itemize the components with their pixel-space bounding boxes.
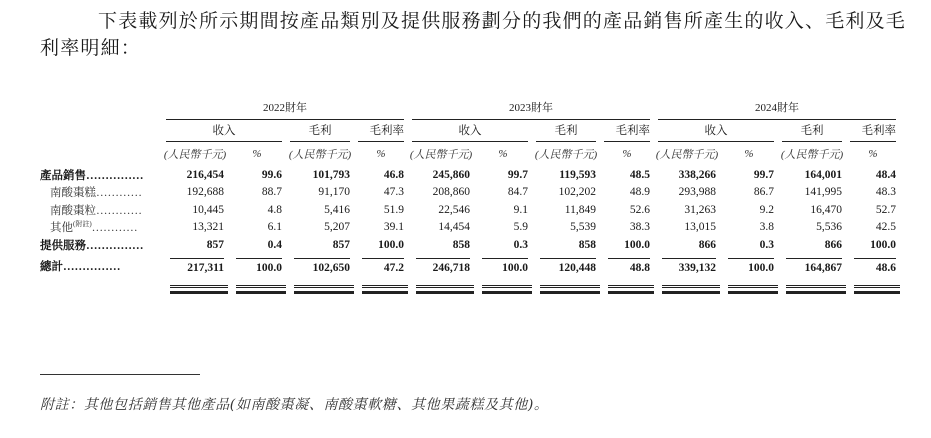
double-underline xyxy=(354,283,408,297)
table-cell: 293,988 xyxy=(678,186,716,199)
unit-rmb: (人民幣千元) xyxy=(288,149,352,161)
total-cell: 120,448 xyxy=(532,254,600,283)
revenue-breakdown-table xyxy=(40,99,900,297)
table-cell: 99.6 xyxy=(261,168,282,181)
unit-rmb: (人民幣千元) xyxy=(780,149,844,161)
table-cell: 100.0 xyxy=(624,238,650,251)
table-cell: 208,860 xyxy=(432,186,470,199)
year-2023-header: 2023財年 xyxy=(408,99,654,120)
margin-header: 毛利率 xyxy=(846,120,900,142)
table-cell: 48.9 xyxy=(629,186,650,199)
double-underline xyxy=(286,283,354,297)
revenue-header: 收入 xyxy=(162,120,286,142)
total-row xyxy=(40,254,900,283)
row-label: 產品銷售…………… xyxy=(40,169,144,182)
table-cell: 102,202 xyxy=(558,186,596,199)
total-cell: 339,132 xyxy=(654,254,720,283)
unit-pct: % xyxy=(744,148,754,160)
double-underline xyxy=(720,283,778,297)
double-underline xyxy=(162,283,228,297)
table-cell: 3.8 xyxy=(759,221,774,234)
gross-profit-header: 毛利 xyxy=(286,120,354,142)
table-cell: 338,266 xyxy=(678,168,716,181)
unit-pct: % xyxy=(252,148,262,160)
table-cell: 13,015 xyxy=(684,221,716,234)
table-row xyxy=(40,236,900,254)
footnote-divider xyxy=(40,374,200,375)
double-underline xyxy=(474,283,532,297)
table-cell: 46.8 xyxy=(383,168,404,181)
table-cell: 5,539 xyxy=(570,221,596,234)
table-cell: 192,688 xyxy=(186,186,224,199)
row-label: 南酸棗糕………… xyxy=(50,187,142,200)
total-underline-row xyxy=(40,283,900,297)
table-cell: 6.1 xyxy=(267,221,282,234)
year-2024-header: 2024財年 xyxy=(654,99,900,120)
row-label: 其他$^{(附註)}$………… xyxy=(50,220,138,235)
total-cell: 100.0 xyxy=(474,254,532,283)
total-cell: 48.6 xyxy=(846,254,900,283)
table-cell: 866 xyxy=(824,238,842,251)
unit-pct: % xyxy=(868,148,878,160)
table-cell: 48.5 xyxy=(629,168,650,181)
double-underline xyxy=(778,283,846,297)
table-cell: 164,001 xyxy=(804,168,842,181)
unit-rmb: (人民幣千元) xyxy=(409,149,473,161)
table-cell: 0.3 xyxy=(759,238,774,251)
table-cell: 14,454 xyxy=(438,221,470,234)
table-cell: 48.4 xyxy=(875,168,896,181)
table-cell: 42.5 xyxy=(875,221,896,234)
unit-rmb: (人民幣千元) xyxy=(655,149,719,161)
unit-pct: % xyxy=(376,148,386,160)
table-cell: 100.0 xyxy=(378,238,404,251)
column-header-row xyxy=(40,120,900,142)
table-cell: 857 xyxy=(332,238,350,251)
unit-rmb: (人民幣千元) xyxy=(534,149,598,161)
table-cell: 13,321 xyxy=(192,221,224,234)
table-cell: 84.7 xyxy=(507,186,528,199)
unit-pct: % xyxy=(622,148,632,160)
total-cell: 217,311 xyxy=(162,254,228,283)
table-cell: 52.6 xyxy=(629,203,650,216)
total-cell: 100.0 xyxy=(720,254,778,283)
table-cell: 22,546 xyxy=(438,203,470,216)
total-cell: 102,650 xyxy=(286,254,354,283)
table-cell: 99.7 xyxy=(507,168,528,181)
revenue-header: 收入 xyxy=(408,120,532,142)
double-underline xyxy=(600,283,654,297)
table-cell: 11,849 xyxy=(564,203,596,216)
table-cell: 858 xyxy=(578,238,596,251)
row-label: 南酸棗粒………… xyxy=(50,204,142,217)
table-cell: 9.2 xyxy=(759,203,774,216)
table-cell: 31,263 xyxy=(684,203,716,216)
table-cell: 5,207 xyxy=(324,221,350,234)
table-cell: 48.3 xyxy=(875,186,896,199)
table-row xyxy=(40,201,900,219)
table-cell: 119,593 xyxy=(559,168,596,181)
row-label: 提供服務…………… xyxy=(40,239,144,252)
table-cell: 51.9 xyxy=(383,203,404,216)
table-cell: 858 xyxy=(452,238,470,251)
double-underline xyxy=(228,283,286,297)
gross-profit-header: 毛利 xyxy=(532,120,600,142)
double-underline xyxy=(654,283,720,297)
unit-header-row xyxy=(40,142,900,166)
total-cell: 48.8 xyxy=(600,254,654,283)
gross-profit-header: 毛利 xyxy=(778,120,846,142)
table-cell: 5,416 xyxy=(324,203,350,216)
table-cell: 101,793 xyxy=(312,168,350,181)
margin-header: 毛利率 xyxy=(354,120,408,142)
double-underline xyxy=(846,283,900,297)
margin-header: 毛利率 xyxy=(600,120,654,142)
table-cell: 4.8 xyxy=(267,203,282,216)
unit-rmb: (人民幣千元) xyxy=(163,149,227,161)
double-underline xyxy=(532,283,600,297)
total-cell: 47.2 xyxy=(354,254,408,283)
table-cell: 52.7 xyxy=(875,203,896,216)
table-cell: 245,860 xyxy=(432,168,470,181)
table-row xyxy=(40,219,900,237)
table-cell: 9.1 xyxy=(513,203,528,216)
table-cell: 39.1 xyxy=(383,221,404,234)
table-cell: 5.9 xyxy=(513,221,528,234)
table-cell: 16,470 xyxy=(810,203,842,216)
table-cell: 88.7 xyxy=(261,186,282,199)
double-underline xyxy=(408,283,474,297)
table-cell: 216,454 xyxy=(186,168,224,181)
footnote: 附註：其他包括銷售其他產品(如南酸棗凝、南酸棗軟糖、其他果蔬糕及其他)。 xyxy=(40,397,549,413)
table-cell: 857 xyxy=(206,238,224,251)
unit-pct: % xyxy=(498,148,508,160)
intro-paragraph: 下表載列於所示期間按產品類別及提供服務劃分的我們的產品銷售所產生的收入、毛利及毛利率明細： xyxy=(40,10,907,59)
year-header-row xyxy=(40,99,900,120)
total-cell: 100.0 xyxy=(228,254,286,283)
table-cell: 0.4 xyxy=(267,238,282,251)
table-cell: 141,995 xyxy=(804,186,842,199)
table-cell: 99.7 xyxy=(753,168,774,181)
table-cell: 38.3 xyxy=(629,221,650,234)
table-cell: 5,536 xyxy=(816,221,842,234)
note-mark: (附註) xyxy=(73,220,92,229)
year-2022-header: 2022財年 xyxy=(162,99,408,120)
table-cell: 91,170 xyxy=(318,186,350,199)
row-label: 總計…………… xyxy=(40,260,121,273)
table-cell: 866 xyxy=(698,238,716,251)
table-cell: 86.7 xyxy=(753,186,774,199)
revenue-header: 收入 xyxy=(654,120,778,142)
total-cell: 246,718 xyxy=(408,254,474,283)
table-row xyxy=(40,166,900,184)
total-cell: 164,867 xyxy=(778,254,846,283)
table-cell: 100.0 xyxy=(870,238,896,251)
table-cell: 0.3 xyxy=(513,238,528,251)
table-cell: 10,445 xyxy=(192,203,224,216)
table-cell: 47.3 xyxy=(383,186,404,199)
table-row xyxy=(40,184,900,202)
